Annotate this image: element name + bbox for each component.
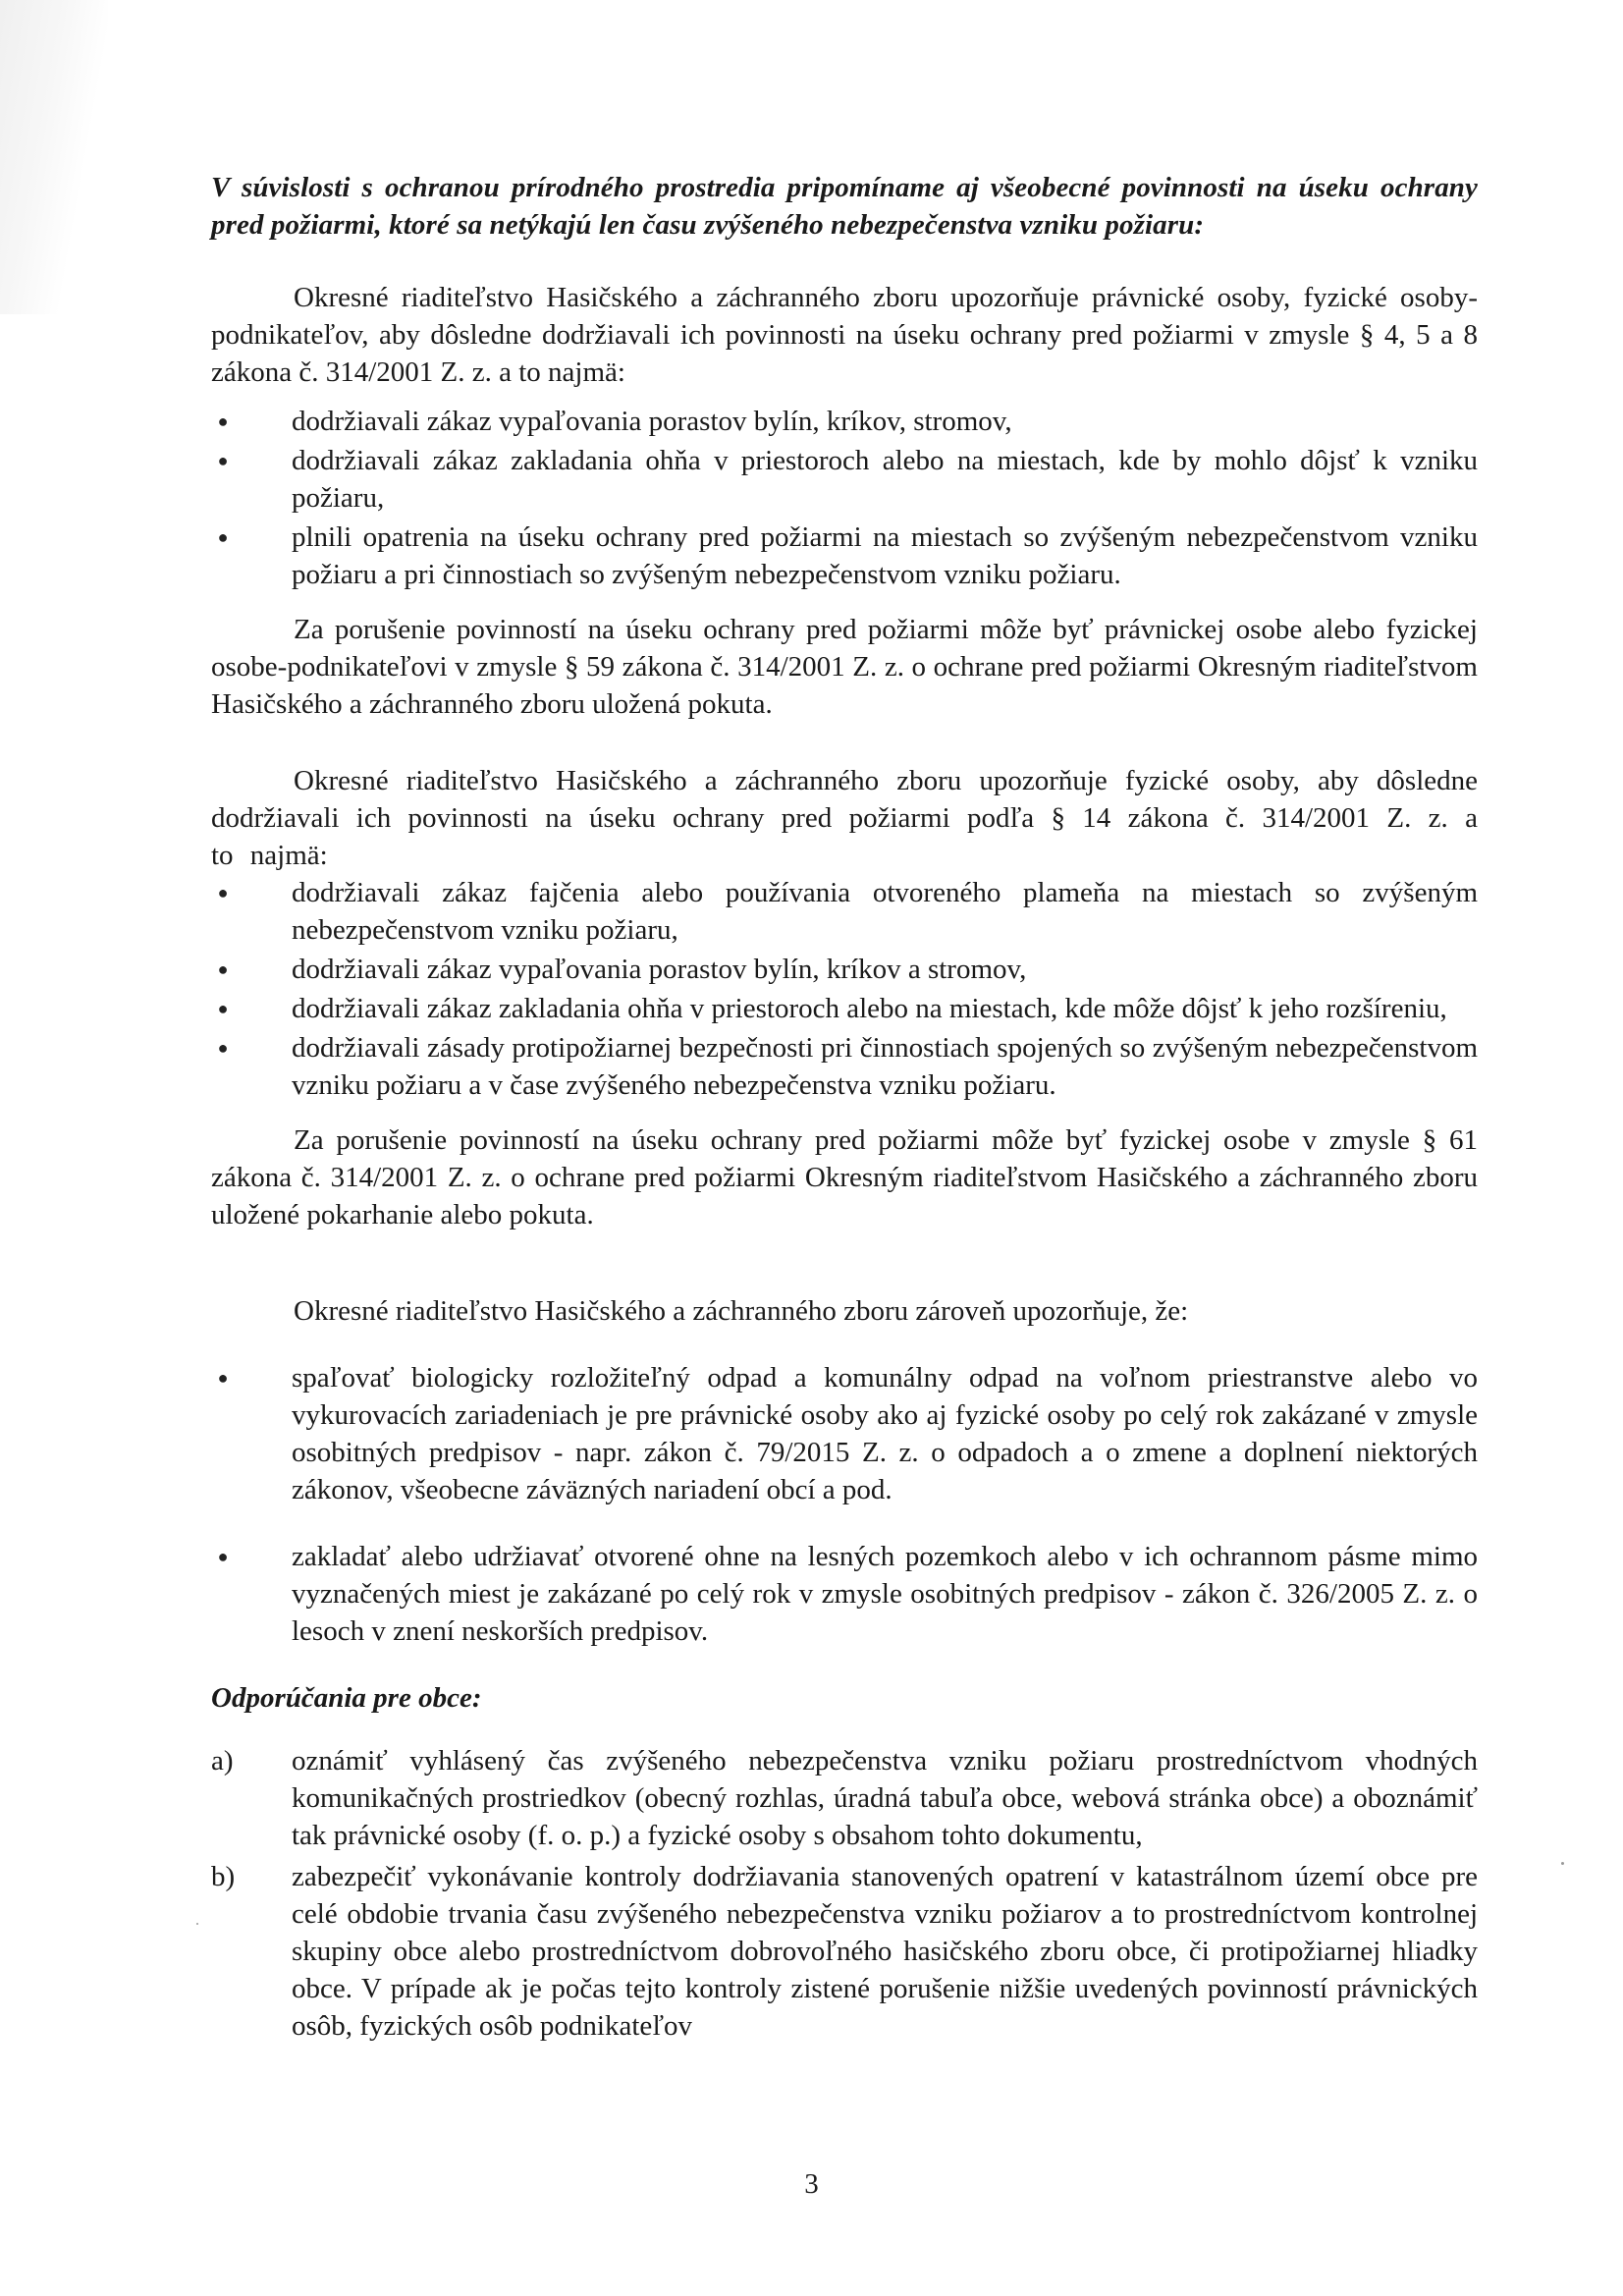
section-heading: V súvislosti s ochranou prírodného prostredia pripomíname aj všeobecné povinnosti na úseku ochrany pred požiarmi, ktoré sa netýkajú len času zvýšeného nebezpečenstva vzniku požiaru: bbox=[211, 172, 1478, 241]
section2-list bbox=[211, 874, 1478, 1104]
list-item: ● spaľovať biologicky rozložiteľný odpad a komunálny odpad na voľnom priestranstve alebo vo vykurovacích zariadeniach je pre právnické osoby ako aj fyzické osoby po celý rok zakázané v zmysle osobitných predpisov - napr. zákon č. 79/2015 Z. z. o odpadoch a o zmene a doplnení niektorých zákonov, všeobecne záväzných nariadení obcí a pod. bbox=[211, 1359, 1478, 1508]
bullet-icon: ● bbox=[217, 1038, 229, 1058]
recommendations-list bbox=[211, 1742, 1478, 2045]
scan-shadow bbox=[0, 0, 108, 314]
scan-speck bbox=[1561, 1862, 1564, 1865]
bullet-icon: ● bbox=[217, 527, 229, 547]
document-body bbox=[211, 169, 1478, 2049]
bullet-icon: ● bbox=[217, 451, 229, 470]
section3-list bbox=[211, 1359, 1478, 1650]
bullet-icon: ● bbox=[217, 883, 229, 902]
section1-penalty: Za porušenie povinností na úseku ochrany pred požiarmi môže byť právnickej osobe alebo fyzickej osobe-podnikateľovi v zmysle § 59 zákona č. 314/2001 Z. z. o ochrane pred požiarmi Okresným riaditeľstvom Hasičského a záchranného zboru uložená pokuta. bbox=[211, 614, 1478, 720]
list-item: ● dodržiavali zákaz zakladania ohňa v priestoroch alebo na miestach, kde môže dôjsť k jeho rozšíreniu, bbox=[211, 990, 1478, 1027]
list-item: ● dodržiavali zásady protipožiarnej bezpečnosti pri činnostiach spojených so zvýšeným nebezpečenstvom vzniku požiaru a v čase zvýšeného nebezpečenstva vzniku požiaru. bbox=[211, 1029, 1478, 1104]
list-item: ● dodržiavali zákaz fajčenia alebo používania otvoreného plameňa na miestach so zvýšeným nebezpečenstvom vzniku požiaru, bbox=[211, 874, 1478, 949]
list-item: ● zakladať alebo udržiavať otvorené ohne na lesných pozemkoch alebo v ich ochrannom pásme mimo vyznačených miest je zakázané po celý rok v zmysle osobitných predpisov - zákon č. 326/2005 Z. z. o lesoch v znení neskorších predpisov. bbox=[211, 1538, 1478, 1650]
section3-intro: Okresné riaditeľstvo Hasičského a záchranného zboru zároveň upozorňuje, že: bbox=[294, 1295, 1189, 1327]
recommendations-title: Odporúčania pre obce: bbox=[211, 1682, 482, 1714]
list-item: ● dodržiavali zákaz vypaľovania porastov bylín, kríkov a stromov, bbox=[211, 951, 1478, 988]
list-item: ● dodržiavali zákaz zakladania ohňa v priestoroch alebo na miestach, kde by mohlo dôjsť k vzniku požiaru, bbox=[211, 442, 1478, 517]
bullet-icon: ● bbox=[217, 411, 229, 431]
bullet-icon: ● bbox=[217, 959, 229, 979]
bullet-icon: ● bbox=[217, 1368, 229, 1388]
item-marker: b) bbox=[211, 1861, 236, 1892]
section2-penalty: Za porušenie povinností na úseku ochrany pred požiarmi môže byť fyzickej osobe v zmysle § 61 zákona č. 314/2001 Z. z. o ochrane pred požiarmi Okresným riaditeľstvom Hasičského a záchranného zboru uložené pokarhanie alebo pokuta. bbox=[211, 1124, 1478, 1230]
list-item: a) oznámiť vyhlásený čas zvýšeného nebezpečenstva vzniku požiaru prostredníctvom vhodných komunikačných prostriedkov (obecný rozhlas, úradná tabuľa obce, webová stránka obce) a oboznámiť tak právnické osoby (f. o. p.) a fyzické osoby s obsahom tohto dokumentu, bbox=[211, 1742, 1478, 1854]
list-item: ● dodržiavali zákaz vypaľovania porastov bylín, kríkov, stromov, bbox=[211, 403, 1478, 440]
section1-intro: Okresné riaditeľstvo Hasičského a záchranného zboru upozorňuje právnické osoby, fyzické osoby-podnikateľov, aby dôsledne dodržiavali ich povinnosti na úseku ochrany pred požiarmi v zmysle § 4, 5 a 8 zákona č. 314/2001 Z. z. a to najmä: bbox=[211, 282, 1478, 388]
list-item: b) zabezpečiť vykonávanie kontroly dodržiavania stanovených opatrení v katastrálnom území obce pre celé obdobie trvania času zvýšeného nebezpečenstva vzniku požiarov a to prostredníctvom kontrolnej skupiny obce alebo prostredníctvom dobrovoľného hasičského zboru obce, či protipožiarnej hliadky obce. V prípade ak je počas tejto kontroly zistené porušenie nižšie uvedených povinností právnických osôb, fyzických osôb podnikateľov bbox=[211, 1858, 1478, 2045]
page-number: 3 bbox=[804, 2168, 819, 2200]
list-item: ● plnili opatrenia na úseku ochrany pred požiarmi na miestach so zvýšeným nebezpečenstvom vzniku požiaru a pri činnostiach so zvýšeným nebezpečenstvom vzniku požiaru. bbox=[211, 519, 1478, 593]
section1-list bbox=[211, 403, 1478, 593]
bullet-icon: ● bbox=[217, 999, 229, 1018]
item-marker: a) bbox=[211, 1745, 234, 1777]
bullet-icon: ● bbox=[217, 1547, 229, 1566]
section2-intro: Okresné riaditeľstvo Hasičského a záchranného zboru upozorňuje fyzické osoby, aby dôsledne dodržiavali ich povinnosti na úseku ochrany pred požiarmi podľa § 14 zákona č. 314/2001 Z. z. a to najmä: bbox=[211, 765, 1478, 871]
scan-speck bbox=[196, 1923, 198, 1925]
